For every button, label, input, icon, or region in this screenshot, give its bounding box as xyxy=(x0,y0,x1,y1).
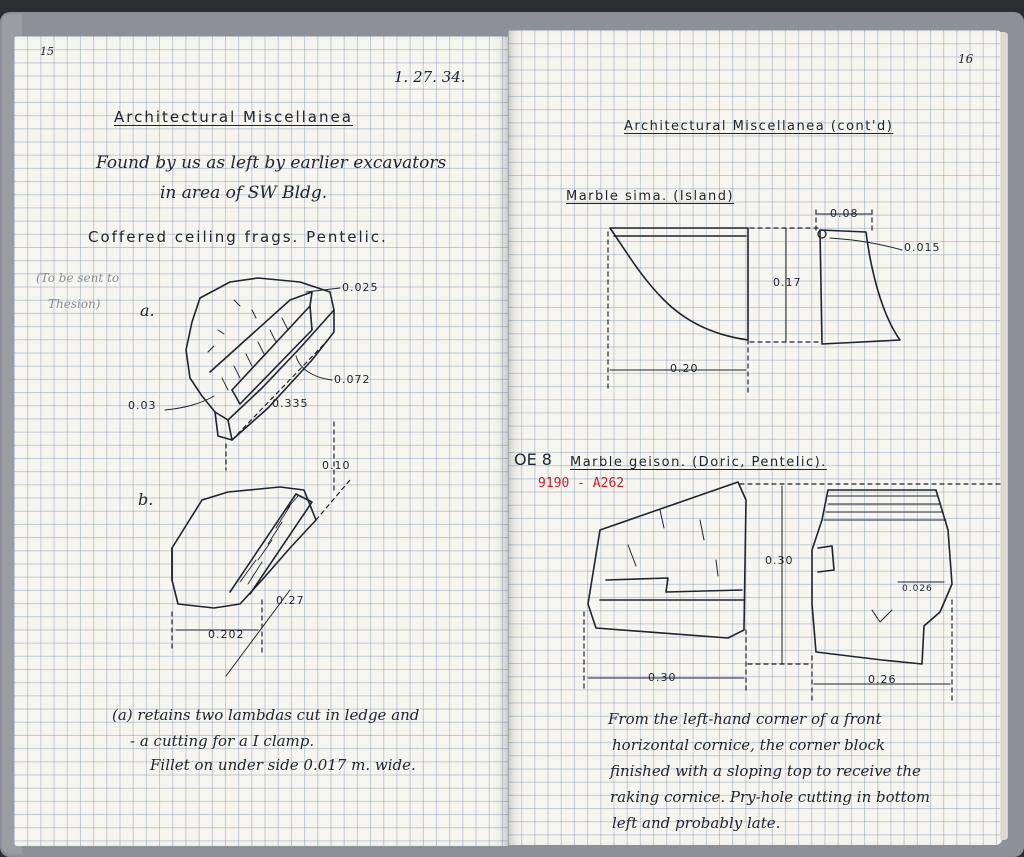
sima-heading: Marble sima. (Island) xyxy=(566,189,735,204)
dimension-label: 0.335 xyxy=(272,397,309,410)
intro-line-2: in area of SW Bldg. xyxy=(160,183,328,203)
dimension-label: 0.17 xyxy=(773,276,802,289)
geison-heading: Marble geison. (Doric, Pentelic). xyxy=(570,455,827,470)
dimension-label: 0.10 xyxy=(322,459,351,472)
page-stack-edge xyxy=(1000,32,1008,840)
dimension-label: 0.30 xyxy=(765,554,794,567)
left-page-title: Architectural Miscellanea xyxy=(114,108,353,126)
geison-catalog-number: OE 8 xyxy=(514,450,552,469)
figure-a-label: a. xyxy=(140,301,155,320)
dimension-label: 0.27 xyxy=(276,594,305,607)
figure-b-label: b. xyxy=(138,490,154,509)
coffered-subtitle: Coffered ceiling frags. Pentelic. xyxy=(88,228,388,246)
intro-line-1: Found by us as left by earlier excavators xyxy=(96,153,447,173)
dimension-label: 0.08 xyxy=(830,207,859,220)
entry-date: 1. 27. 34. xyxy=(394,68,466,86)
left-note-line-2: - a cutting for a I clamp. xyxy=(130,732,315,750)
left-note-line-1: (a) retains two lambdas cut in ledge and xyxy=(112,706,420,724)
pencil-note-line-2: Thesion) xyxy=(48,297,101,311)
dimension-label: 0.026 xyxy=(902,584,933,594)
dimension-label: 0.202 xyxy=(208,628,245,641)
right-page-number: 16 xyxy=(958,52,974,66)
dimension-label: 0.26 xyxy=(868,673,897,686)
dimension-label: 0.015 xyxy=(904,241,941,254)
right-note-line-3: finished with a sloping top to receive the xyxy=(610,762,921,780)
right-page-title: Architectural Miscellanea (cont'd) xyxy=(624,119,894,134)
dimension-label: 0.025 xyxy=(342,281,379,294)
right-note-line-4: raking cornice. Pry-hole cutting in bottom xyxy=(610,788,930,806)
dimension-label: 0.30 xyxy=(648,671,677,684)
right-note-line-5: left and probably late. xyxy=(612,814,781,832)
left-note-line-3: Fillet on under side 0.017 m. wide. xyxy=(150,756,416,774)
dimension-label: 0.20 xyxy=(670,362,699,375)
inventory-number: 9190 - A262 xyxy=(538,476,625,491)
dimension-label: 0.072 xyxy=(334,373,371,386)
pencil-note-line-1: (To be sent to xyxy=(36,271,120,285)
right-note-line-1: From the left-hand corner of a front xyxy=(608,710,882,728)
left-page-number: 15 xyxy=(40,45,54,58)
right-note-line-2: horizontal cornice, the corner block xyxy=(612,736,885,754)
dimension-label: 0.03 xyxy=(128,399,157,412)
